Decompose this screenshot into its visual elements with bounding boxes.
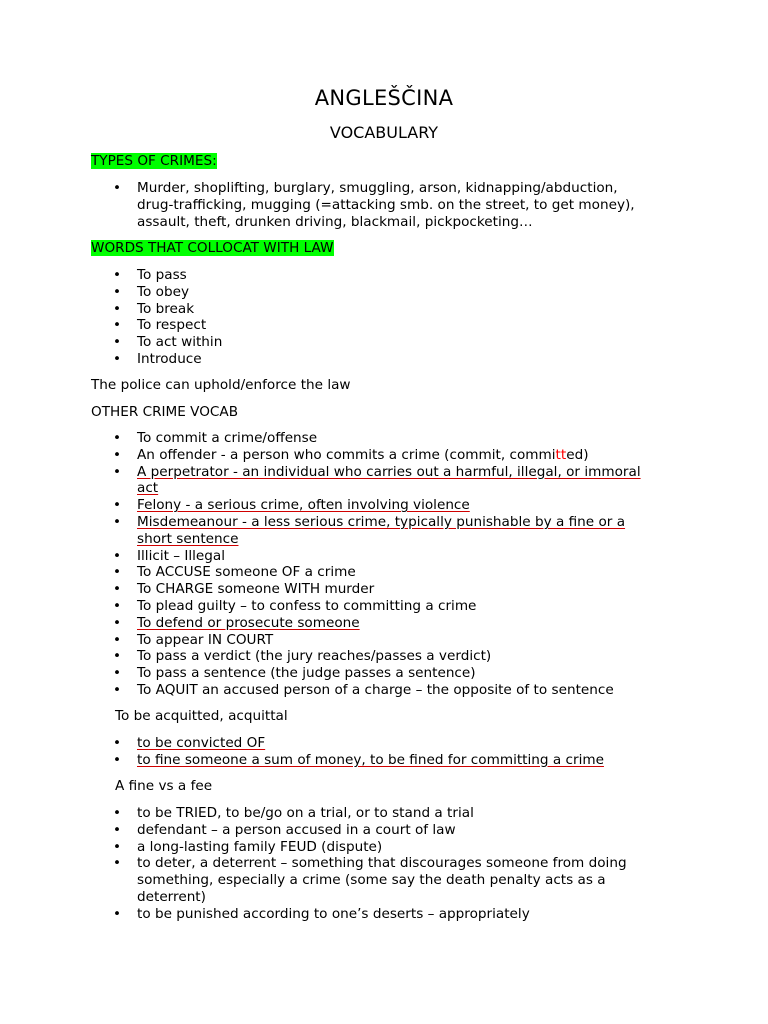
list-item [91,615,641,632]
list-item: • To appear IN COURT [91,632,641,649]
underlined-text: to fine someone a sum of money, to be fined for committing a crime [137,751,604,768]
other-crime-vocab-heading: OTHER CRIME VOCAB [91,404,239,420]
law-collocations-list [91,267,222,368]
list-item [91,447,641,464]
other-crime-vocab-list [91,430,641,699]
red-text: tt [555,446,567,463]
list-item [91,464,641,498]
list-item: • To commit a crime/offense [91,430,641,447]
list-item: • To obey [91,284,222,301]
list-item-line: something, especially a crime (some say the death penalty acts as a [137,872,606,889]
underlined-text: Misdemeanour - a less serious crime, typically punishable by a fine or a [137,513,626,530]
convict-list [91,735,604,769]
document-subtitle: VOCABULARY [329,123,439,142]
list-item: • To ACCUSE someone OF a crime [91,564,641,581]
types-of-crimes-heading [91,153,217,170]
types-of-crimes-heading-text: TYPES OF CRIMES: [91,153,217,169]
list-item [91,497,641,514]
list-item-text: An offender - a person who commits a crime (commit, commi [137,446,556,463]
list-item [91,752,604,769]
list-item-text: ed) [566,446,589,463]
police-line: The police can uphold/enforce the law [91,377,351,393]
acquitted-line: To be acquitted, acquittal [115,708,288,724]
list-item-line: drug-trafficking, mugging (=attacking smb. on the street, to get money), [137,196,635,213]
final-vocab-list [91,805,627,923]
list-item [91,180,635,230]
list-item-line: assault, theft, drunken driving, blackmail, pickpocketing… [137,213,533,230]
list-item-line: deterrent) [137,888,206,905]
list-item: • to be punished according to one’s deserts – appropriately [91,906,627,923]
list-item: • a long-lasting family FEUD (dispute) [91,839,627,856]
underlined-text: short sentence [137,530,239,547]
law-collocations-heading-text: WORDS THAT COLLOCAT WITH LAW [91,240,334,256]
document-title: ANGLEŠČINA [314,86,454,110]
list-item: • Illicit – Illegal [91,548,641,565]
underlined-text: To defend or prosecute someone [137,614,360,631]
list-item: • defendant – a person accused in a court of law [91,822,627,839]
list-item: • To pass a sentence (the judge passes a sentence) [91,665,641,682]
list-item: • to be TRIED, to be/go on a trial, or to stand a trial [91,805,627,822]
underlined-text: A perpetrator - an individual who carries out a harmful, illegal, or immoral [137,463,641,480]
list-item-line: • to deter, a deterrent – something that discourages someone from doing [137,855,627,872]
list-item: • To AQUIT an accused person of a charge – the opposite of to sentence [91,682,641,699]
list-item [91,735,604,752]
list-item-line: • Murder, shoplifting, burglary, smuggling, arson, kidnapping/abduction, [137,180,618,196]
law-collocations-heading [91,240,334,257]
list-item [91,514,641,548]
underlined-text: to be convicted OF [137,735,266,751]
list-item [91,855,627,905]
types-of-crimes-list [91,180,635,230]
list-item: • To CHARGE someone WITH murder [91,581,641,598]
underlined-text: Felony - a serious crime, often involving violence [137,497,470,514]
list-item: • To pass [91,267,222,284]
list-item: • To act within [91,334,222,351]
list-item: • To pass a verdict (the jury reaches/passes a verdict) [91,648,641,665]
list-item: • To respect [91,317,222,334]
list-item: • Introduce [91,351,222,368]
list-item: • To plead guilty – to confess to committing a crime [91,598,641,615]
underlined-text: act [137,480,159,497]
fine-vs-fee-line: A fine vs a fee [115,778,213,794]
list-item: • To break [91,301,222,318]
